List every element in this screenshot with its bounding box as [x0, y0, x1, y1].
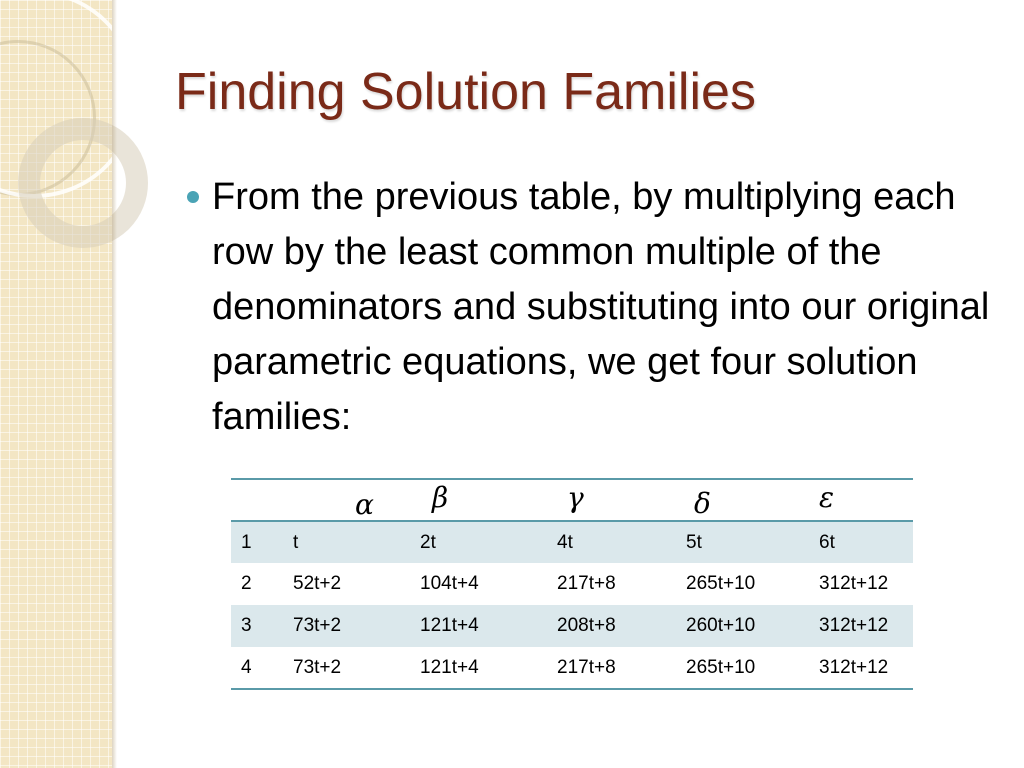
- header-delta: δ: [694, 486, 711, 520]
- bullet-icon: [187, 191, 199, 203]
- table-cell: 104t+4: [420, 573, 479, 594]
- header-alpha: α: [355, 487, 374, 521]
- header-beta: β: [432, 480, 449, 514]
- table-row: [231, 647, 913, 689]
- table-header-row: [231, 479, 913, 521]
- table-cell: 5t: [686, 531, 702, 553]
- decorative-sidebar: [0, 0, 112, 768]
- table-cell: 4t: [557, 531, 573, 553]
- table-cell: 1: [241, 531, 252, 553]
- table-row: [231, 563, 913, 605]
- table-cell: 312t+12: [819, 615, 889, 636]
- table-row: [231, 605, 913, 647]
- table-cell: 312t+12: [819, 656, 889, 678]
- sidebar-shadow: [112, 0, 117, 768]
- table-cell: 208t+8: [557, 615, 616, 636]
- table-cell: 2t: [420, 531, 436, 553]
- table-cell: 265t+10: [686, 573, 756, 594]
- solution-families-table: [231, 478, 913, 690]
- header-index: [231, 479, 283, 521]
- table-cell: 217t+8: [557, 656, 616, 678]
- table-cell: 260t+10: [686, 615, 756, 636]
- table-cell: 121t+4: [420, 656, 479, 678]
- table-cell: t: [293, 531, 299, 553]
- table-row: [231, 521, 913, 563]
- decorative-ring: [18, 118, 148, 248]
- table-cell: 73t+2: [293, 656, 342, 678]
- table-cell: 2: [241, 573, 252, 594]
- table-cell: 121t+4: [420, 615, 479, 636]
- table-cell: 6t: [819, 531, 835, 553]
- table-cell: 52t+2: [293, 573, 342, 594]
- table-cell: 3: [241, 615, 252, 636]
- table-cell: 265t+10: [686, 656, 756, 678]
- table-cell: 73t+2: [293, 615, 342, 636]
- table-cell: 4: [241, 656, 252, 678]
- header-epsilon: ε: [819, 480, 835, 514]
- bullet-text: From the previous table, by multiplying each row by the least common multiple of the denominators and substituting into our original parametric equations, we get four solution families:: [212, 176, 990, 438]
- table-cell: 312t+12: [819, 573, 889, 594]
- header-gamma: γ: [567, 480, 584, 514]
- slide-title: Finding Solution Families: [175, 63, 756, 121]
- table-cell: 217t+8: [557, 573, 616, 594]
